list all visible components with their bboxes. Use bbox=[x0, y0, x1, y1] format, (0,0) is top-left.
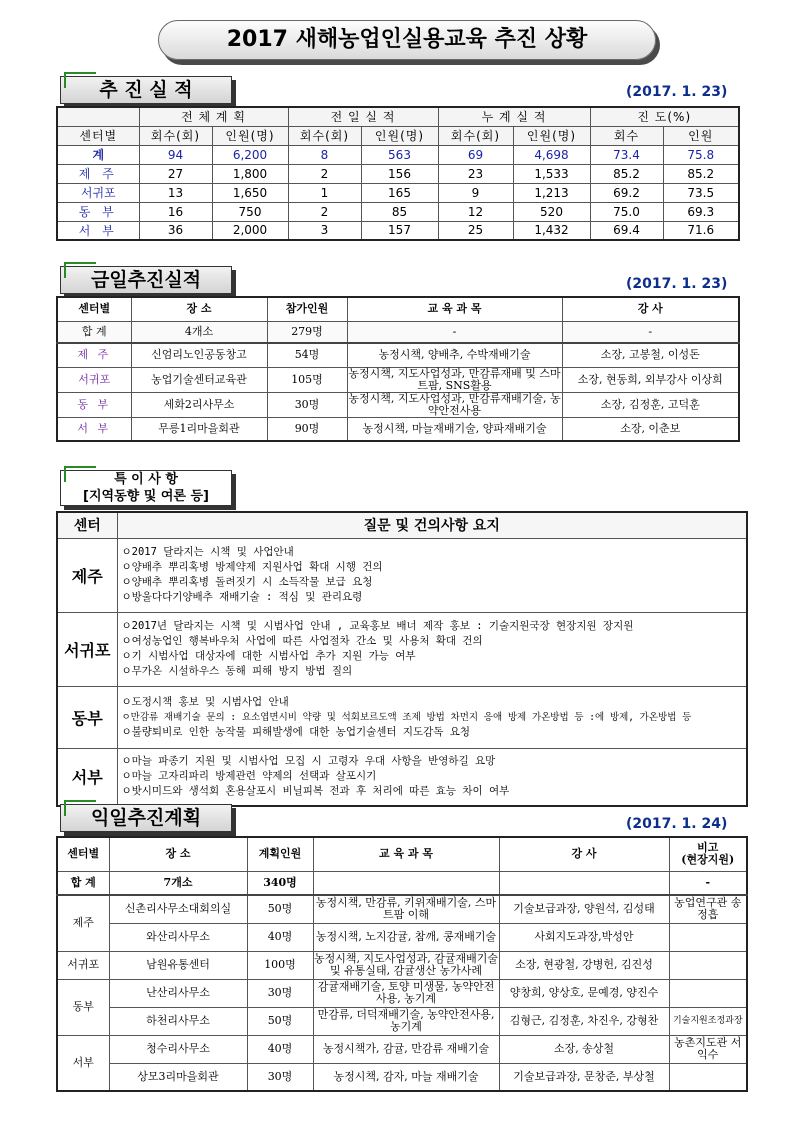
cell: 와산리사무소 bbox=[109, 923, 247, 951]
cell: 2,000 bbox=[212, 221, 288, 240]
cell: 13 bbox=[139, 183, 212, 202]
cell: 50명 bbox=[247, 1007, 313, 1035]
cell: 69.4 bbox=[590, 221, 663, 240]
sub-header: 인원(명) bbox=[513, 126, 590, 145]
cell: 무릉1리마을회관 bbox=[131, 417, 267, 441]
cell: 156 bbox=[361, 164, 438, 183]
cell: 100명 bbox=[247, 951, 313, 979]
row-label: 서 부 bbox=[57, 417, 131, 441]
header-cell: 강 사 bbox=[562, 297, 739, 321]
cell: 6,200 bbox=[212, 145, 288, 164]
header-cell: 센터별 bbox=[57, 837, 109, 871]
list-item: ㅇ방울다다기양배추 재배기술 : 적심 및 관리요령 bbox=[121, 591, 363, 603]
special-heading-line2: [지역동향 및 여론 등] bbox=[83, 489, 209, 504]
list-item: ㅇ기 시범사업 대상자에 대한 시범사업 추가 지원 가능 여부 bbox=[121, 650, 416, 662]
cell: 279명 bbox=[267, 321, 347, 343]
cell: 73.5 bbox=[663, 183, 739, 202]
cell: 소장, 현광철, 강병헌, 김진성 bbox=[499, 951, 669, 979]
section-heading-tomorrow: 익일추진계획 bbox=[60, 804, 232, 832]
row-label: 서귀포 bbox=[57, 951, 109, 979]
cell: 농정시책, 만감류, 키위재배기술, 스마트팜 이해 bbox=[313, 895, 499, 923]
cell: 기술지원조정과장 bbox=[669, 1007, 747, 1035]
cell: 1,800 bbox=[212, 164, 288, 183]
cell: 하천리사무소 bbox=[109, 1007, 247, 1035]
cell: 75.0 bbox=[590, 202, 663, 221]
center-label: 제주 bbox=[57, 538, 117, 612]
row-label: 제 주 bbox=[57, 343, 131, 367]
header-cell: 교 육 과 목 bbox=[347, 297, 562, 321]
table-row bbox=[57, 392, 739, 417]
table-row bbox=[57, 923, 747, 951]
row-label: 제 주 bbox=[57, 164, 139, 183]
cell: 50명 bbox=[247, 895, 313, 923]
cell: 농정시책가, 감귤, 만감류 재배기술 bbox=[313, 1035, 499, 1063]
cell: 1,533 bbox=[513, 164, 590, 183]
header-blank bbox=[57, 107, 139, 126]
center-label: 동부 bbox=[57, 686, 117, 748]
table-row bbox=[57, 895, 747, 923]
sub-header: 회수(회) bbox=[139, 126, 212, 145]
cell: 기술보급과장, 문창준, 부상철 bbox=[499, 1063, 669, 1091]
cell: 2 bbox=[288, 202, 361, 221]
cell: 농촌지도관 서익수 bbox=[669, 1035, 747, 1063]
table-row bbox=[57, 1007, 747, 1035]
results-table bbox=[56, 106, 740, 241]
cell: 1 bbox=[288, 183, 361, 202]
cell: 신촌리사무소대회의실 bbox=[109, 895, 247, 923]
list-item: ㅇ마늘 고자리파리 방제관련 약제의 선택과 살포시기 bbox=[121, 770, 377, 783]
table-row bbox=[57, 951, 747, 979]
sub-header: 인원(명) bbox=[361, 126, 438, 145]
cell: 세화2리사무소 bbox=[131, 392, 267, 417]
cell: 54명 bbox=[267, 343, 347, 367]
header-cell bbox=[669, 837, 747, 871]
cell: 90명 bbox=[267, 417, 347, 441]
list-item: ㅇ양배추 뿌리혹병 돌려짓기 시 소득작물 보급 요청 bbox=[121, 576, 373, 588]
page-title: 2017 새해농업인실용교육 추진 상황 bbox=[158, 20, 656, 60]
cell: 30명 bbox=[247, 979, 313, 1007]
cell: 농정시책, 노지감귤, 참깨, 콩재배기술 bbox=[313, 923, 499, 951]
table-row bbox=[57, 145, 739, 164]
header-cell: 계획인원 bbox=[247, 837, 313, 871]
cell: 양창희, 양상호, 문예경, 양진수 bbox=[499, 979, 669, 1007]
cell: 난산리사무소 bbox=[109, 979, 247, 1007]
special-table bbox=[56, 511, 748, 807]
list-item: ㅇ양배추 뿌리혹병 방제약제 지원사업 확대 시행 건의 bbox=[121, 561, 383, 573]
header-cell: 장 소 bbox=[131, 297, 267, 321]
list-item: ㅇ무가온 시설하우스 동해 피해 방지 방법 질의 bbox=[121, 665, 353, 677]
cell: 소장, 송상철 bbox=[499, 1035, 669, 1063]
cell: 69 bbox=[438, 145, 513, 164]
list-item: ㅇ만감류 재배기술 문의 : 요소엽면시비 약량 및 석회보르도액 조제 방법 차먼지 응애 방제 가온방법 등 :에 방제, 가온방법 등 bbox=[121, 711, 692, 723]
cell: 85 bbox=[361, 202, 438, 221]
table-row bbox=[57, 979, 747, 1007]
cell: 농업기술센터교육관 bbox=[131, 367, 267, 392]
cell: 40명 bbox=[247, 923, 313, 951]
cell: 농업연구관 송정흡 bbox=[669, 895, 747, 923]
cell: 8 bbox=[288, 145, 361, 164]
header-cell: 센터별 bbox=[57, 297, 131, 321]
header-cell: 강 사 bbox=[499, 837, 669, 871]
row-label: 동 부 bbox=[57, 202, 139, 221]
cell: 1,213 bbox=[513, 183, 590, 202]
section-heading-today: 금일추진실적 bbox=[60, 266, 232, 294]
cell: 157 bbox=[361, 221, 438, 240]
group-header-progress: 진 도(%) bbox=[590, 107, 739, 126]
cell: 농정시책, 지도사업성과, 만감류재배기술, 농약안전사용 bbox=[348, 391, 561, 417]
cell: 85.2 bbox=[663, 164, 739, 183]
cell: 상모3리마을회관 bbox=[109, 1063, 247, 1091]
sub-header: 센터별 bbox=[57, 126, 139, 145]
table-row bbox=[57, 417, 739, 441]
cell: 30명 bbox=[247, 1063, 313, 1091]
cell: 농정시책, 지도사업성과, 감귤재배기술 및 유통실태, 감귤생산 농가사례 bbox=[313, 952, 498, 977]
center-label: 서귀포 bbox=[57, 612, 117, 686]
cell: 1,432 bbox=[513, 221, 590, 240]
items-cell bbox=[117, 748, 747, 806]
cell: 23 bbox=[438, 164, 513, 183]
table-row bbox=[57, 538, 747, 612]
tomorrow-table bbox=[56, 836, 748, 1092]
cell: 25 bbox=[438, 221, 513, 240]
cell: 69.2 bbox=[590, 183, 663, 202]
cell: 사회지도과장,박성안 bbox=[499, 923, 669, 951]
cell: 73.4 bbox=[590, 145, 663, 164]
row-label: 서 부 bbox=[57, 221, 139, 240]
cell: 신엄리노인공동창고 bbox=[131, 343, 267, 367]
cell: 김형근, 김정훈, 차진우, 강형찬 bbox=[499, 1007, 669, 1035]
sub-header: 회수(회) bbox=[438, 126, 513, 145]
sub-header: 회수(회) bbox=[288, 126, 361, 145]
items-cell bbox=[117, 686, 747, 748]
list-item: ㅇ밧시미드와 생석회 혼용살포시 비닐피복 전과 후 처리에 따른 효능 차이 여부 bbox=[121, 785, 510, 798]
table-row bbox=[57, 748, 747, 806]
cell: 40명 bbox=[247, 1035, 313, 1063]
table-row bbox=[57, 183, 739, 202]
cell: 4개소 bbox=[131, 321, 267, 343]
center-label: 서부 bbox=[57, 748, 117, 806]
cell: 85.2 bbox=[590, 164, 663, 183]
header-cell: 교 육 과 목 bbox=[313, 837, 499, 871]
cell bbox=[669, 951, 747, 979]
row-label: 동 부 bbox=[57, 392, 131, 417]
table-row bbox=[57, 343, 739, 367]
section-date-results: (2017. 1. 23) bbox=[626, 84, 728, 100]
cell: 남원유통센터 bbox=[109, 951, 247, 979]
row-label: 합 계 bbox=[57, 321, 131, 343]
cell bbox=[499, 871, 669, 895]
table-row bbox=[57, 221, 739, 240]
cell: 감귤재배기술, 토양 미생물, 농약안전사용, 농기계 bbox=[313, 979, 499, 1007]
group-header-prev-day: 전 일 실 적 bbox=[288, 107, 438, 126]
section-heading-results: 추 진 실 적 bbox=[60, 76, 232, 104]
table-row bbox=[57, 164, 739, 183]
today-table bbox=[56, 296, 740, 442]
cell: 165 bbox=[361, 183, 438, 202]
list-item: ㅇ마늘 파종기 지원 및 시범사업 모집 시 고령자 우대 사항을 반영하길 요망 bbox=[121, 755, 496, 768]
cell: 소장, 현동희, 외부강사 이상희 bbox=[562, 367, 739, 392]
row-label: 서귀포 bbox=[57, 183, 139, 202]
cell: 71.6 bbox=[663, 221, 739, 240]
cell: - bbox=[562, 321, 739, 343]
cell: 농정시책, 지도사업성과, 만감류재배 및 스마트팜, SNS활용 bbox=[348, 366, 561, 392]
table-row bbox=[57, 686, 747, 748]
cell: 1,650 bbox=[212, 183, 288, 202]
cell: 27 bbox=[139, 164, 212, 183]
cell bbox=[669, 923, 747, 951]
row-label: 계 bbox=[57, 145, 139, 164]
cell: 750 bbox=[212, 202, 288, 221]
table-row bbox=[57, 321, 739, 343]
table-row bbox=[57, 202, 739, 221]
cell: 소장, 김정훈, 고덕훈 bbox=[562, 392, 739, 417]
row-label: 제주 bbox=[57, 895, 109, 951]
cell: 30명 bbox=[267, 392, 347, 417]
list-item: ㅇ2017년 달라지는 시책 및 시범사업 안내 , 교육홍보 배너 제작 홍보 : 기술지원국장 현장지원 장지원 bbox=[121, 620, 634, 632]
cell: 4,698 bbox=[513, 145, 590, 164]
list-item: ㅇ2017 달라지는 시책 및 사업안내 bbox=[121, 546, 294, 558]
section-date-tomorrow: (2017. 1. 24) bbox=[626, 816, 728, 832]
group-header-cumulative: 누 계 실 적 bbox=[438, 107, 590, 126]
cell: 16 bbox=[139, 202, 212, 221]
cell: 만감류, 더덕재배기술, 농약안전사용, 농기계 bbox=[313, 1007, 499, 1035]
table-row bbox=[57, 871, 747, 895]
cell: 농정시책, 감자, 마늘 재배기술 bbox=[313, 1063, 499, 1091]
row-label: 서부 bbox=[57, 1035, 109, 1091]
cell: - bbox=[347, 321, 562, 343]
cell: 농정시책, 양배추, 수박재배기술 bbox=[347, 343, 562, 367]
table-row bbox=[57, 612, 747, 686]
cell: 농정시책, 마늘재배기술, 양파재배기술 bbox=[347, 417, 562, 441]
cell bbox=[669, 979, 747, 1007]
cell: 12 bbox=[438, 202, 513, 221]
cell bbox=[669, 1063, 747, 1091]
list-item: ㅇ불량퇴비로 인한 농작물 피해발생에 대한 농업기술센터 지도감독 요청 bbox=[121, 725, 471, 738]
header-cell: 센터 bbox=[57, 512, 117, 538]
row-label: 서귀포 bbox=[57, 367, 131, 392]
section-heading-special bbox=[60, 470, 232, 506]
cell bbox=[313, 871, 499, 895]
sub-header: 회수 bbox=[590, 126, 663, 145]
cell: 520 bbox=[513, 202, 590, 221]
row-label: 동부 bbox=[57, 979, 109, 1035]
group-header-plan: 전 체 계 획 bbox=[139, 107, 288, 126]
items-cell bbox=[117, 612, 747, 686]
cell: 2 bbox=[288, 164, 361, 183]
header-cell: 장 소 bbox=[109, 837, 247, 871]
section-date-today: (2017. 1. 23) bbox=[626, 276, 728, 292]
table-row bbox=[57, 1035, 747, 1063]
header-cell: 참가인원 bbox=[267, 297, 347, 321]
cell: 기술보급과장, 양원석, 김성태 bbox=[499, 895, 669, 923]
cell: 340명 bbox=[247, 871, 313, 895]
items-cell bbox=[117, 538, 747, 612]
table-row bbox=[57, 367, 739, 392]
cell: 75.8 bbox=[663, 145, 739, 164]
cell: 563 bbox=[361, 145, 438, 164]
cell: 청수리사무소 bbox=[109, 1035, 247, 1063]
header-note-sub: (현장지원) bbox=[681, 853, 735, 867]
special-heading-line1: 특 이 사 항 bbox=[114, 472, 178, 487]
cell: 9 bbox=[438, 183, 513, 202]
cell: 7개소 bbox=[109, 871, 247, 895]
cell: 소장, 고봉철, 이성돈 bbox=[562, 343, 739, 367]
header-cell: 질문 및 건의사항 요지 bbox=[117, 512, 747, 538]
header-note: 비고 bbox=[697, 841, 719, 855]
cell: 94 bbox=[139, 145, 212, 164]
cell: 3 bbox=[288, 221, 361, 240]
cell: - bbox=[669, 871, 747, 895]
list-item: ㅇ도정시책 홍보 및 시범사업 안내 bbox=[121, 695, 289, 708]
cell: 소장, 이춘보 bbox=[562, 417, 739, 441]
table-row bbox=[57, 1063, 747, 1091]
list-item: ㅇ여성농업인 행복바우처 사업에 따른 사업절차 간소 및 사용처 확대 건의 bbox=[121, 635, 483, 647]
cell: 36 bbox=[139, 221, 212, 240]
cell: 69.3 bbox=[663, 202, 739, 221]
row-label: 합 계 bbox=[57, 871, 109, 895]
sub-header: 인원 bbox=[663, 126, 739, 145]
cell: 105명 bbox=[267, 367, 347, 392]
sub-header: 인원(명) bbox=[212, 126, 288, 145]
